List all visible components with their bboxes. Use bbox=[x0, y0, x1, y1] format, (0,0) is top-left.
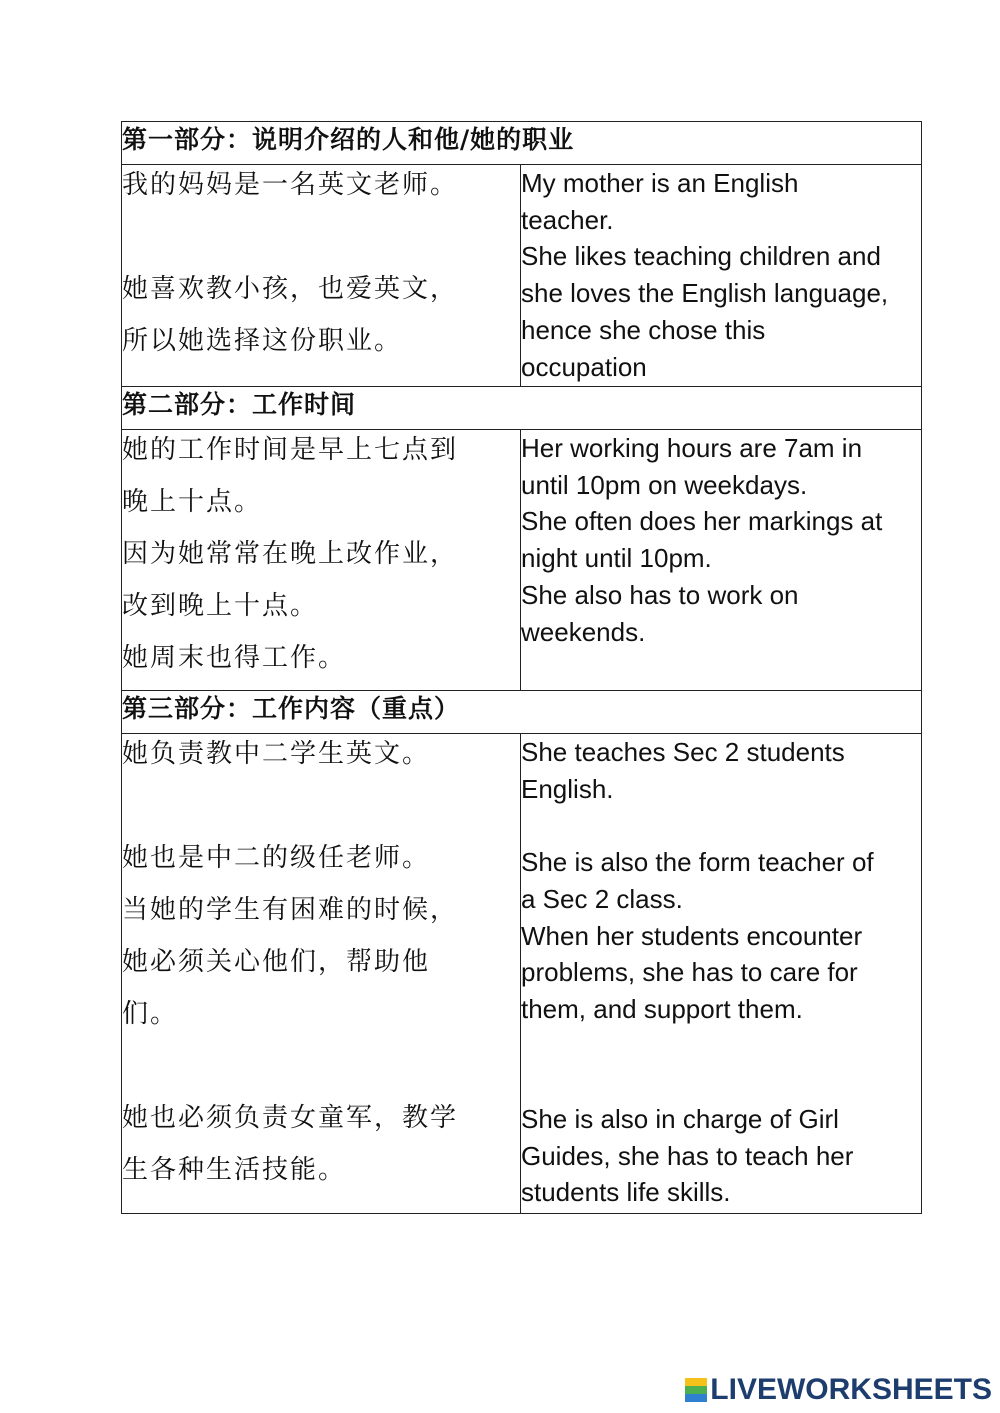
english-line bbox=[521, 1028, 921, 1065]
english-line: problems, she has to care for bbox=[521, 957, 858, 988]
chinese-line: 我的妈妈是一名英文老师。 bbox=[122, 170, 459, 200]
chinese-line: 当她的学生有困难的时候， bbox=[122, 895, 459, 925]
english-line: When her students encounter bbox=[521, 920, 863, 951]
liveworksheets-logo[interactable] bbox=[685, 1373, 992, 1407]
chinese-text-cell bbox=[122, 734, 521, 1214]
section-header-row bbox=[122, 691, 922, 734]
english-line: students life skills. bbox=[521, 1177, 731, 1208]
liveworksheets-logo-icon bbox=[685, 1378, 707, 1402]
section-body-row bbox=[122, 165, 922, 387]
chinese-line: 所以她选择这份职业。 bbox=[122, 326, 403, 356]
chinese-line: 因为她常常在晚上改作业， bbox=[122, 539, 459, 569]
section-heading: 第三部分：工作内容（重点） bbox=[122, 694, 461, 723]
english-line: teacher. bbox=[521, 204, 614, 235]
english-line: She is also in charge of Girl bbox=[521, 1103, 839, 1134]
chinese-line bbox=[122, 786, 520, 838]
chinese-line: 晚上十点。 bbox=[122, 487, 263, 517]
english-line: until 10pm on weekdays. bbox=[521, 469, 808, 500]
english-line: Guides, she has to teach her bbox=[521, 1140, 854, 1171]
english-line: occupation bbox=[521, 351, 647, 382]
english-text-cell bbox=[521, 430, 922, 691]
english-line: night until 10pm. bbox=[521, 543, 712, 574]
chinese-text-cell bbox=[122, 430, 521, 691]
english-line: hence she chose this bbox=[521, 314, 766, 345]
chinese-line: 她的工作时间是早上七点到 bbox=[122, 435, 459, 465]
chinese-line: 她必须关心他们，帮助他 bbox=[122, 947, 431, 977]
chinese-line: 改到晚上十点。 bbox=[122, 591, 319, 621]
chinese-line: 她周末也得工作。 bbox=[122, 643, 347, 673]
section-header-cell bbox=[122, 387, 922, 430]
english-line: She often does her markings at bbox=[521, 506, 883, 537]
english-line: a Sec 2 class. bbox=[521, 883, 683, 914]
english-text-cell bbox=[521, 165, 922, 387]
english-line: My mother is an English bbox=[521, 168, 799, 198]
section-header-row bbox=[122, 387, 922, 430]
chinese-line bbox=[122, 1046, 520, 1098]
section-body-row bbox=[122, 430, 922, 691]
worksheet-table bbox=[121, 121, 922, 1214]
english-line: She is also the form teacher of bbox=[521, 847, 874, 878]
section-header-cell bbox=[122, 691, 922, 734]
section-heading: 第二部分：工作时间 bbox=[122, 390, 357, 419]
english-line: English. bbox=[521, 773, 614, 804]
logo-text: LIVEWORKSHEETS bbox=[710, 1373, 992, 1406]
english-line bbox=[521, 807, 921, 844]
english-line: them, and support them. bbox=[521, 993, 803, 1024]
section-heading: 第一部分：说明介绍的人和他/她的职业 bbox=[122, 125, 575, 154]
chinese-text-cell bbox=[122, 165, 521, 387]
english-line: She also has to work on bbox=[521, 579, 799, 610]
chinese-line: 她也是中二的级任老师。 bbox=[122, 843, 431, 873]
section-header-cell bbox=[122, 122, 922, 165]
english-line: She likes teaching children and bbox=[521, 241, 881, 272]
english-line: she loves the English language, bbox=[521, 278, 889, 309]
english-line: She teaches Sec 2 students bbox=[521, 737, 845, 767]
chinese-line: 她也必须负责女童军，教学 bbox=[122, 1103, 459, 1133]
chinese-line bbox=[122, 217, 520, 269]
english-line: weekends. bbox=[521, 616, 646, 647]
english-line bbox=[521, 1064, 921, 1101]
chinese-line: 生各种生活技能。 bbox=[122, 1155, 347, 1185]
section-body-row bbox=[122, 734, 922, 1214]
english-text-cell bbox=[521, 734, 922, 1214]
chinese-line: 们。 bbox=[122, 999, 179, 1029]
chinese-line: 她负责教中二学生英文。 bbox=[122, 739, 431, 769]
english-line: Her working hours are 7am in bbox=[521, 433, 863, 463]
chinese-line: 她喜欢教小孩，也爱英文， bbox=[122, 274, 459, 304]
section-header-row bbox=[122, 122, 922, 165]
